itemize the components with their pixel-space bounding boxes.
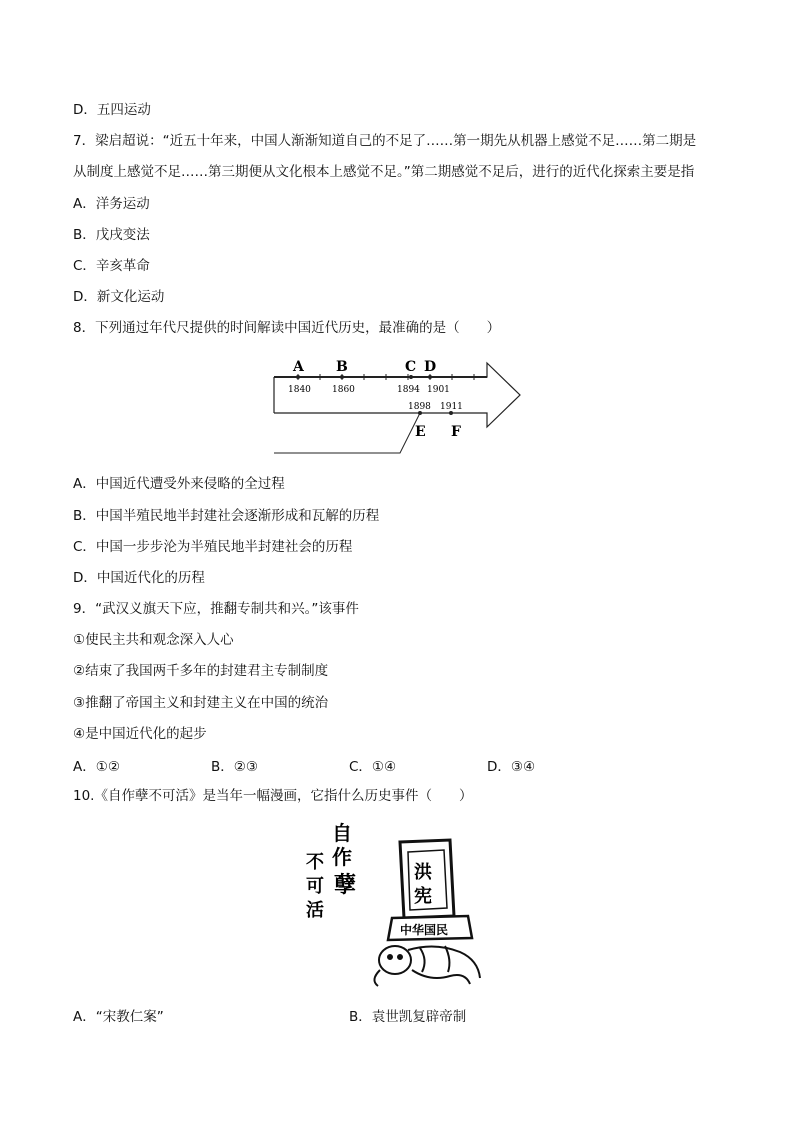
- q9-item-4: ④是中国近代化的起步: [73, 726, 207, 742]
- q8-option-b: B．中国半殖民地半封建社会逐渐形成和瓦解的历程: [73, 508, 380, 524]
- timeline-figure: [270, 355, 525, 460]
- q7-stem-line2: 从制度上感觉不足……第三期便从文化根本上感觉不足。”第二期感觉不足后，进行的近代化探索主要是指: [73, 164, 695, 180]
- q9-option-b: B．②③: [211, 759, 258, 775]
- q7-option-c: C．辛亥革命: [73, 258, 150, 274]
- q9-item-2: ②结束了我国两千多年的封建君主专制制度: [73, 663, 329, 679]
- year-1901: 1901: [427, 385, 450, 395]
- q9-option-a: A．①②: [73, 759, 120, 775]
- year-1840: 1840: [288, 385, 311, 395]
- cartoon-title-char-5: 可: [306, 876, 324, 897]
- cartoon-title-char-1: 自: [332, 821, 352, 845]
- cartoon-title-char-3: 孽: [334, 872, 357, 898]
- point-d: [428, 375, 432, 379]
- year-1860: 1860: [332, 385, 355, 395]
- label-e: E: [415, 424, 426, 440]
- q7-option-b: B．戊戌变法: [73, 227, 150, 243]
- pointer-line: [274, 413, 420, 453]
- q6-option-d: D．五四运动: [73, 102, 151, 118]
- tablet-char-1: 洪: [414, 862, 432, 883]
- year-1894: 1894: [397, 385, 420, 395]
- q9-stem: 9．“武汉义旗天下应，推翻专制共和兴。”该事件: [73, 601, 359, 617]
- q8-option-a: A．中国近代遭受外来侵略的全过程: [73, 476, 285, 492]
- cartoon-image: [300, 820, 495, 990]
- q7-stem-line1: 7．梁启超说：“近五十年来，中国人渐渐知道自己的不足了……第一期先从机器上感觉不足……第二期是: [73, 133, 697, 149]
- point-a: [296, 375, 300, 379]
- label-a: A: [293, 359, 304, 375]
- q8-option-c: C．中国一步步沦为半殖民地半封建社会的历程: [73, 539, 353, 555]
- label-c: C: [405, 359, 417, 375]
- arrow-outline: [274, 363, 520, 427]
- q10-option-a: A．“宋教仁案”: [73, 1009, 164, 1025]
- q10-option-b: B．袁世凯复辟帝制: [349, 1009, 467, 1025]
- point-c: [409, 375, 413, 379]
- label-f: F: [451, 424, 461, 440]
- q9-item-1: ①使民主共和观念深入人心: [73, 632, 234, 648]
- q8-option-d: D．中国近代化的历程: [73, 570, 205, 586]
- tablet-char-2: 宪: [414, 886, 432, 907]
- q9-item-3: ③推翻了帝国主义和封建主义在中国的统治: [73, 695, 329, 711]
- q8-stem: 8．下列通过年代尺提供的时间解读中国近代历史，最准确的是（ ）: [73, 320, 501, 336]
- label-d: D: [424, 359, 437, 375]
- year-1911: 1911: [440, 402, 463, 412]
- crushed-figure: [374, 946, 480, 986]
- q9-option-d: D．③④: [487, 759, 536, 775]
- q10-stem: 10.《自作孽不可活》是当年一幅漫画，它指什么历史事件（ ）: [73, 788, 473, 804]
- cartoon-title-char-4: 不: [306, 852, 324, 873]
- point-b: [340, 375, 344, 379]
- cartoon-title-char-6: 活: [306, 900, 324, 921]
- q9-options-row: [73, 755, 573, 775]
- q9-option-c: C．①④: [349, 759, 397, 775]
- label-b: B: [336, 359, 348, 375]
- tablet-base-text: 中华国民: [400, 923, 449, 937]
- q7-option-a: A．洋务运动: [73, 196, 150, 212]
- q10-options-row: [73, 1005, 573, 1025]
- q7-option-d: D．新文化运动: [73, 289, 165, 305]
- year-1898: 1898: [408, 402, 431, 412]
- cartoon-title-char-2: 作: [332, 845, 352, 869]
